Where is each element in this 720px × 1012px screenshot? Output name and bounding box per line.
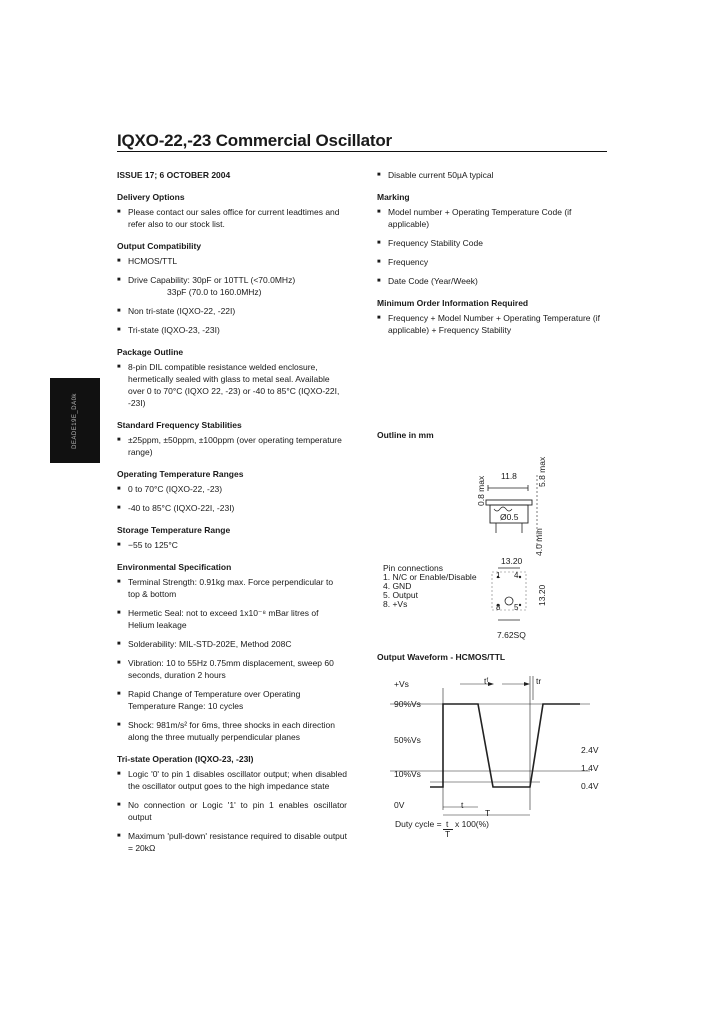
drive-line-1: Drive Capability: 30pF or 10TTL (<70.0MHz) [128, 275, 296, 285]
wave-2-4v: 2.4V [581, 745, 599, 755]
pin-8: 8. +Vs [383, 599, 408, 609]
min-order-heading: Minimum Order Information Required [377, 298, 529, 308]
outline-heading: Outline in mm [377, 430, 434, 440]
list-item: ■ Frequency + Model Number + Operating Temperature (if applicable) + Frequency Stability [377, 312, 607, 336]
tristate-heading: Tri-state Operation (IQXO-23, -23I) [117, 754, 254, 764]
list-item: ■ Logic '0' to pin 1 disables oscillator output; when disabled the oscillator output goes to the high impedance state [117, 768, 347, 792]
env-heading: Environmental Specification [117, 562, 232, 572]
pin-5: 5. Output [383, 590, 418, 600]
wave-tf: tᶠ [484, 676, 489, 686]
dim-0-8-max: 0.8 max [476, 475, 486, 506]
list-item: ■ HCMOS/TTL [117, 255, 347, 267]
pin-num-1: 1 [496, 571, 501, 580]
wave-tr: tr [536, 676, 542, 686]
dim-13-20-v: 13.20 [537, 584, 547, 606]
list-item: ■ Please contact our sales office for current leadtimes and refer also to our stock list. [117, 206, 347, 230]
storage-heading: Storage Temperature Range [117, 525, 231, 535]
list-item: ■ Tri-state (IQXO-23, -23I) [117, 324, 347, 336]
delivery-heading: Delivery Options [117, 192, 185, 202]
list-item: ■ ±25ppm, ±50ppm, ±100ppm (over operating temperature range) [117, 434, 347, 458]
dim-5-8-max: 5.8 max [537, 456, 547, 487]
package-heading: Package Outline [117, 347, 184, 357]
pin-4: 4. GND [383, 581, 412, 591]
list-item: ■ 0 to 70°C (IQXO-22, -23) [117, 483, 347, 495]
wave-90: 90%Vs [394, 699, 421, 709]
pin-num-5: 5 [514, 603, 519, 612]
list-item [117, 274, 347, 298]
list-item: ■ -40 to 85°C (IQXO-22I, -23I) [117, 502, 347, 514]
wave-vs: +Vs [394, 679, 409, 689]
list-item: ■ Date Code (Year/Week) [377, 275, 607, 287]
page-title: IQXO-22,-23 Commercial Oscillator [117, 131, 392, 150]
list-item: ■ Shock: 981m/s² for 6ms, three shocks in each direction along the three mutually perpendicular planes [117, 719, 347, 743]
waveform-lines [390, 676, 590, 815]
duty-label: Duty cycle = [395, 819, 442, 829]
duty-suffix: x 100(%) [455, 819, 490, 829]
list-item: ■ 8-pin DIL compatible resistance welded enclosure, hermetically sealed with glass to metal seal. Available over 0 to 70°C (IQXO 22, -23) or -40 to 85°C (IQXO-22I, -23I) [117, 361, 347, 409]
list-item: ■ Terminal Strength: 0.91kg max. Force perpendicular to top & bottom [117, 576, 347, 600]
list-item: ■ Disable current 50µA typical [377, 169, 607, 181]
output-compat-heading: Output Compatibility [117, 241, 202, 251]
pin-num-8: 8 [496, 603, 501, 612]
side-tab [50, 378, 100, 463]
duty-num: t [446, 819, 449, 829]
list-item: ■ −55 to 125°C [117, 539, 347, 551]
waveform-heading: Output Waveform - HCMOS/TTL [377, 652, 506, 662]
dim-13-20-h: 13.20 [501, 556, 523, 566]
duty-den: T [445, 829, 451, 839]
list-item: ■ Frequency [377, 256, 607, 268]
list-item: ■ No connection or Logic '1' to pin 1 enables oscillator output [117, 799, 347, 823]
list-item: ■ Solderability: MIL-STD-202E, Method 208C [117, 638, 347, 650]
dim-7-62-sq: 7.62SQ [497, 630, 526, 640]
left-column [117, 169, 347, 861]
dim-4-0-min: 4.0 min [534, 528, 544, 556]
wave-0v: 0V [394, 800, 405, 810]
right-column [377, 169, 607, 343]
pin-title: Pin connections [383, 563, 444, 573]
drive-line-2: 33pF (70.0 to 160.0MHz) [167, 287, 262, 297]
marking-heading: Marking [377, 192, 410, 202]
list-item: ■ Non tri-state (IQXO-22, -22I) [117, 305, 347, 317]
issue-line: ISSUE 17; 6 OCTOBER 2004 [117, 170, 231, 180]
wave-50: 50%Vs [394, 735, 421, 745]
wave-0-4v: 0.4V [581, 781, 599, 791]
list-item: ■ Hermetic Seal: not to exceed 1x10⁻⁸ mBar litres of Helium leakage [117, 607, 347, 631]
freq-stab-heading: Standard Frequency Stabilities [117, 420, 242, 430]
list-item: ■ Vibration: 10 to 55Hz 0.75mm displacement, sweep 60 seconds, duration 2 hours [117, 657, 347, 681]
list-item: ■ Maximum 'pull-down' resistance required to disable output = 20kΩ [117, 830, 347, 854]
op-temp-heading: Operating Temperature Ranges [117, 469, 244, 479]
dim-dia-0-5: Ø0.5 [500, 512, 519, 522]
list-item: ■ Frequency Stability Code [377, 237, 607, 249]
title-rule [117, 151, 607, 152]
wave-10: 10%Vs [394, 769, 421, 779]
wave-T: T [485, 808, 491, 818]
wave-t: t [461, 800, 464, 810]
pin-connections [383, 564, 477, 609]
side-tab-label: DEADE19E_DA0k [72, 392, 78, 449]
list-item: ■ Model number + Operating Temperature Code (if applicable) [377, 206, 607, 230]
pin-1: 1. N/C or Enable/Disable [383, 572, 477, 582]
list-item: ■ Rapid Change of Temperature over Operating Temperature Range: 10 cycles [117, 688, 347, 712]
wave-1-4v: 1.4V [581, 763, 599, 773]
waveform-diagram [390, 670, 610, 830]
dim-11-8: 11.8 [501, 471, 517, 481]
pin-num-4: 4 [514, 571, 519, 580]
